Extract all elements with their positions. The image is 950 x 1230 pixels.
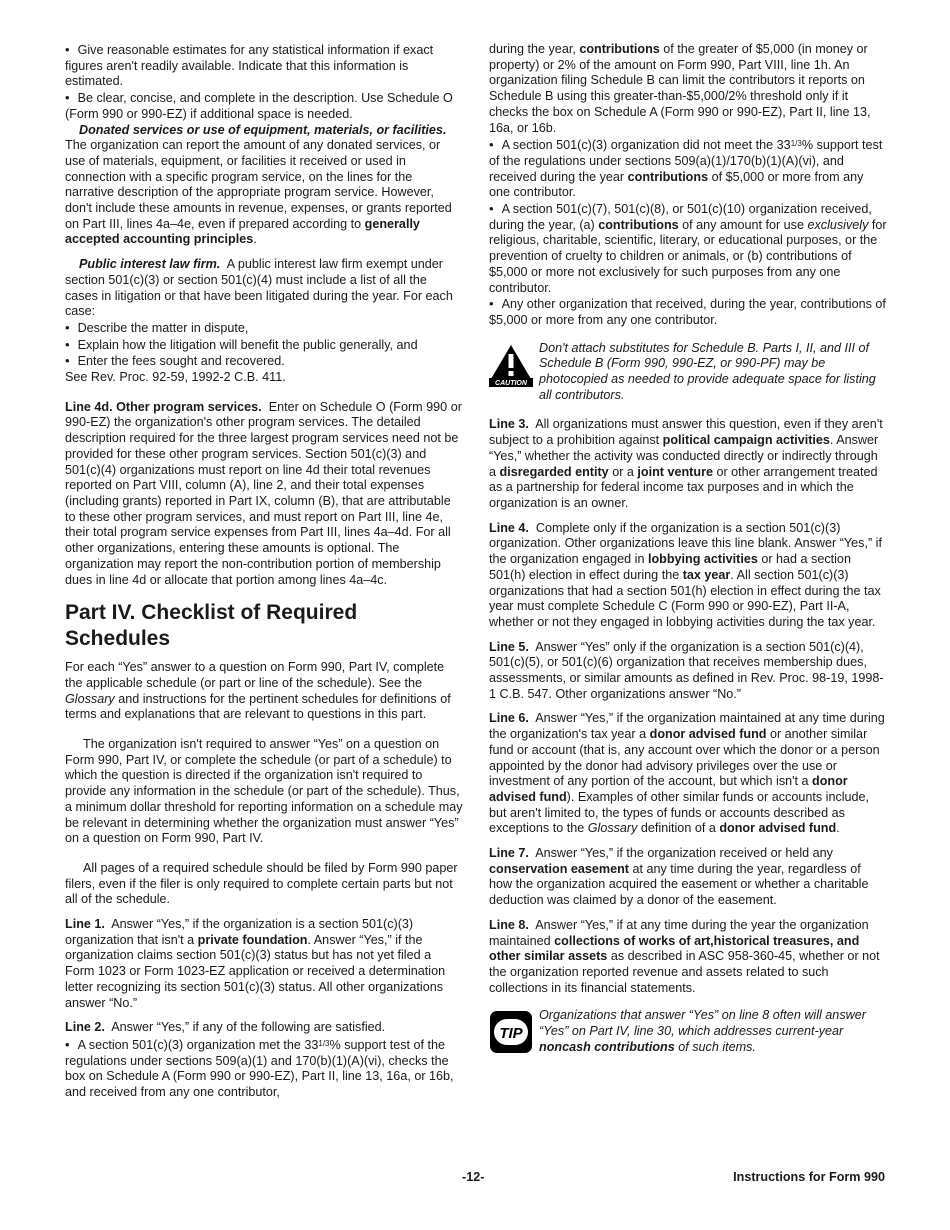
donated-services-para: Donated services or use of equipment, materials, or facilities. The organization can report the amount of any donated services, or use of materials, equipment, or facilities it received or used in connection with a specific program service, on the lines for the narrative description of the appropriate program service. However, don't include these amounts in revenue, expenses, or grants reported on Part III, lines 4a–4e, even if prepared according to generally accepted accounting principles. (65, 122, 452, 247)
bullet-estimates: • Give reasonable estimates for any statistical information if exact figures aren't readily available. Indicate that this information is estimated. (65, 42, 463, 90)
part-iv-para-3: All pages of a required schedule should be filed by Form 990 paper filers, even if the filer is only required to complete certain parts but not all of the schedule. (65, 860, 458, 907)
part-iv-title: Part IV. Checklist of Required Schedules (65, 601, 358, 651)
line-3-para: Line 3. All organizations must answer this question, even if they aren't subject to a prohibition against political campaign activities. Answer “Yes,” whether the activity was conducted directly or indirectly through a disregarded entity or a joint venture or other arrangement treated as a partnership for federal income tax purposes and in which the organization is an owner. (489, 417, 883, 510)
line-2-bullet-2: • A section 501(c)(3) organization did not meet the $33^{1/3}\%$ support test of the regulations under sections 509(a)(1)/170(b)(1)(A)(vi), and received during the year contributions of $5,000 or more from any one contributor. (489, 136, 887, 201)
tip-text: Organizations that answer “Yes” on line 8 often will answer “Yes” on Part IV, line 30, which addresses current-year noncash contributions of such items. (539, 1008, 866, 1054)
line-6-para: Line 6. Answer “Yes,” if the organization maintained at any time during the organization's tax year a donor advised fund or another similar fund or account (that is, any account over which the donor or a person appointed by the donor had advisory privileges over the use or investment of any portion of the account, but which isn't a donor advised fund). Examples of other similar funds or accounts include, but aren't limited to, the types of funds or accounts described as exceptions to the Glossary definition of a donor advised fund. (489, 711, 885, 836)
line-7-para: Line 7. Answer “Yes,” if the organization received or held any conservation easement at any time during the year, regardless of how the organization acquired the easement or whether a charitable deduction was claimed by a donor of the easement. (489, 846, 869, 908)
bullet-clear: • Be clear, concise, and complete in the description. Use Schedule O (Form 990 or 990-EZ) if additional space is needed. (65, 90, 463, 122)
part-iv-intro: For each “Yes” answer to a question on Form 990, Part IV, complete the applicable schedule (or part or line of the schedule). See the Glossary and instructions for the pertinent schedules for definitions of terms and explanations that are relevant to questions in this part. (65, 660, 451, 722)
line-5-para: Line 5. Answer “Yes” only if the organization is a section 501(c)(4), 501(c)(5), or 501(c)(6) organization that receives membership dues, assessments, or similar amounts as defined in Rev. Proc. 98-19, 1998-1 C.B. 547. Other organizations answer “No.” (489, 639, 884, 701)
page-number: -12- (462, 1170, 485, 1184)
tip-label: TIP (499, 1025, 523, 1043)
line-2-para: Line 2. Answer “Yes,” if any of the following are satisfied. (65, 1020, 386, 1035)
pil-bullet-2: • Explain how the litigation will benefit the public generally, and (65, 337, 463, 354)
tip-note (489, 1008, 887, 1055)
footer-title: Instructions for Form 990 (733, 1170, 885, 1184)
caution-icon (489, 343, 533, 387)
right-column (489, 42, 887, 1067)
line-2-bullet-3: • A section 501(c)(7), 501(c)(8), or 501(c)(10) organization received, during the year, (a) contributions of any amount for use exclusively for religious, charitable, scientific, literary, or educational purposes, or the prevention of cruelty to children or animals, or (b) contributions of $5,000 or more not exclusively for such purposes from any one contributor. (489, 201, 887, 296)
pil-bullet-3: • Enter the fees sought and recovered. (65, 353, 463, 370)
line-2-bullet-1-cont: during the year, contributions of the greater of $5,000 (in money or property) or 2% of the amount on Form 990, Part VIII, line 1h. An organization filing Schedule B can limit the contributors it reports on Schedule B using this greater-than-$5,000/2% threshold only if it checks the box on Schedule A (Form 990 or 990-EZ), Part II, line 13, 16a, or 16b. (489, 42, 871, 135)
line-8-para: Line 8. Answer “Yes,” if at any time during the year the organization maintained collections of works of art,historical treasures, and other similar assets as described in ASC 958-360-45, whether or not the organization reported revenue and assets related to such collections in its financial statements. (489, 917, 880, 995)
left-column (65, 42, 463, 1101)
line-2-bullet-4: • Any other organization that received, during the year, contributions of $5,000 or more from any one contributor. (489, 296, 887, 328)
pil-see: See Rev. Proc. 92-59, 1992-2 C.B. 411. (65, 370, 286, 385)
line-2-bullet-1: • A section 501(c)(3) organization met the $33^{1/3}\%$ support test of the regulations under sections 509(a)(1) and 170(b)(1)(A)(vi), checks the box on Schedule A (Form 990 or 990-EZ), Part II, line 13, 16a, or 16b, and received from any one contributor, (65, 1036, 463, 1101)
line-4-para: Line 4. Complete only if the organization is a section 501(c)(3) organization. Other organizations leave this line blank. Answer “Yes,” if the organization engaged in lobbying activities or had a section 501(h) election in effect during the tax year. All section 501(c)(3) organizations that had a section 501(h) election in effect during the tax year must complete Schedule C (Form 990 or 990-EZ), Part II-A, whether or not they engaged in lobbying activities during the tax year. (489, 520, 882, 629)
public-interest-para: Public interest law firm. A public interest law firm exempt under section 501(c)(3) or section 501(c)(4) must include a list of all the cases in litigation or that have been litigated during the year. For each case: (65, 257, 453, 319)
tip-icon (489, 1010, 533, 1054)
pil-bullet-1: • Describe the matter in dispute, (65, 320, 463, 337)
caution-note (489, 341, 887, 404)
caution-label: CAUTION (495, 379, 527, 387)
line-1-para: Line 1. Answer “Yes,” if the organization is a section 501(c)(3) organization that isn't a private foundation. Answer “Yes,” if the organization claims section 501(c)(3) status but has not yet filed a Form 1023 or Form 1023-EZ application or received a determination letter recognizing its section 501(c)(3) status. All other organizations answer “No.” (65, 917, 446, 1010)
caution-text: Don't attach substitutes for Schedule B. Parts I, II, and III of Schedule B (Form 990, 990-EZ, or 990-PF) may be photocopied as needed to provide adequate space for listing all contributors. (539, 340, 876, 402)
line-4d-para: Line 4d. Other program services. Enter on Schedule O (Form 990 or 990-EZ) the organization's other program services. The detailed description required for the three largest program services need not be provided for these other program services. Section 501(c)(3) and 501(c)(4) organizations must report on line 4d their total revenues reported on Part VIII, column (A), line 2, and their total expenses (including grants) reported in Part IX, column (B), that are attributable to these other program services, and must report on Part III, line 4e, their total program service expenses from Part III, lines 4a–4d. For all other organizations, entering these amounts is optional. The organization may report the non-contribution portion of membership dues in line 4d or allocate that portion among lines 4a–4c. (65, 399, 462, 587)
part-iv-para-2: The organization isn't required to answer “Yes” on a question on Form 990, Part IV, or complete the schedule (or part of a schedule) to which the question is directed if the organization isn't required to provide any information in the schedule (or part of the schedule). Thus, a minimum dollar threshold for reporting information on a schedule may be relevant in determining whether the organization must answer “Yes” on a question on Form 990, Part IV. (65, 737, 463, 846)
